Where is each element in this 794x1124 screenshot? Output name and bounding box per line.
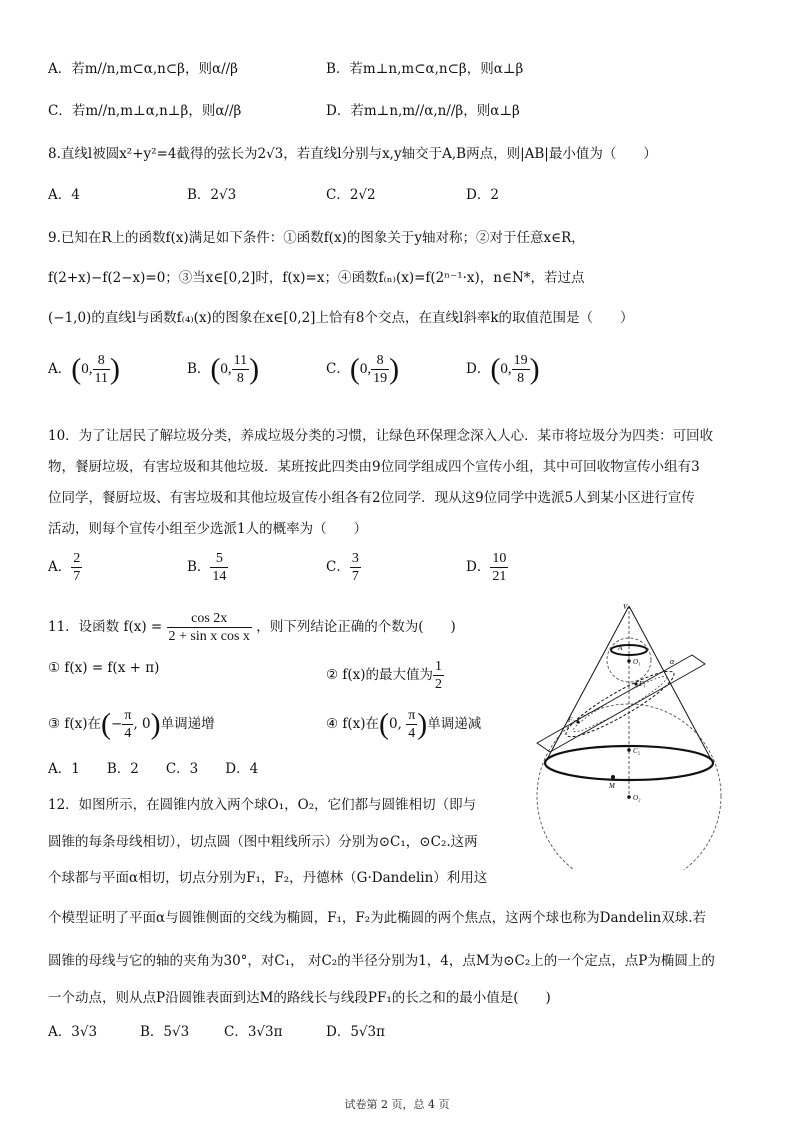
q9-line-3: (−1,0)的直线l与函数f₍₄₎(x)的图象在x∈[0,2]上恰有8个交点，在直线l斜率k的取值范围是（ ） <box>48 310 634 326</box>
q10-option-d: D． $\frac{10}{21}$ <box>466 551 507 584</box>
q11-statement-1: ① f(x) = f(x + π) <box>48 660 160 676</box>
q10-option-b: B． $\frac{5}{14}$ <box>187 551 227 584</box>
q12-line-6: 一个动点，则从点P沿圆锥表面到达M的路线长与线段PF₁的长之和的最小值是( ) <box>48 990 551 1006</box>
label-c2: C₂ <box>633 747 641 755</box>
q9-option-a: A．(0, $\frac{8}{11}$ ) <box>48 352 120 386</box>
point-m <box>611 775 615 779</box>
q7-option-d: D．若m⊥n,m//α,n//β，则α⊥β <box>326 103 520 119</box>
q10-option-c: C． $\frac{3}{7}$ <box>326 551 359 584</box>
q10-line-4: 活动，则每个宣传小组至少选派1人的概率为（ ） <box>48 521 368 537</box>
q11-statement-4: ④ f(x)在(0, $\frac{\pi}{4}$ )单调递减 <box>326 707 482 741</box>
q12-option-a: A．3√3 <box>48 1024 98 1040</box>
q9-option-d: D．(0, $\frac{19}{8}$ ) <box>466 352 540 386</box>
fraction: $\frac{\pi}{4}$ <box>408 708 416 741</box>
q8-option-b: B．2√3 <box>187 187 237 203</box>
plane-alpha <box>537 655 705 752</box>
fraction: $\frac{\cos 2x}{\text{2 + sin x cos x}}$ <box>168 611 250 644</box>
point-f1 <box>634 682 637 685</box>
fraction: $\frac{2}{7}$ <box>73 551 81 584</box>
fraction: $\frac{8}{19}$ <box>373 353 388 386</box>
q10-option-a: A． $\frac{2}{7}$ <box>48 551 81 584</box>
fraction: $\frac{5}{14}$ <box>212 551 227 584</box>
label-f2: F₂ <box>568 716 575 724</box>
q12-option-d: D．5√3π <box>326 1024 385 1040</box>
q11-statement-3: ③ f(x)在(− $\frac{\pi}{4}$ , 0)单调递增 <box>48 707 215 741</box>
q12-line-3: 个球都与平面α相切，切点分别为F₁，F₂，丹德林（G·Dandelin）利用这 <box>48 870 488 886</box>
q9-line-2: f(2+x)−f(2−x)=0；③当x∈[0,2]时，f(x)=x；④函数f₍ₙ₎(x)=f(2ⁿ⁻¹·x)，n∈N*，若过点 <box>48 270 585 286</box>
q12-line-1: 12．如图所示，在圆锥内放入两个球O₁，O₂，它们都与圆锥相切（即与 <box>48 797 477 813</box>
section-ellipse <box>560 663 679 746</box>
q12-line-2: 圆锥的每条母线相切），切点圆（图中粗线所示）分别为⊙C₁，⊙C₂.这两 <box>48 834 478 850</box>
label-a: A <box>618 644 623 652</box>
q12-line-4: 个模型证明了平面α与圆锥侧面的交线为椭圆，F₁，F₂为此椭圆的两个焦点，这两个球也称为Dandelin双球.若 <box>48 910 706 926</box>
fraction: $\frac{11}{8}$ <box>233 353 248 386</box>
fraction: $\frac{1}{2}$ <box>435 659 443 692</box>
q11-statement-2: ② f(x)的最大值为 $\frac{1}{2}$ <box>326 659 443 692</box>
section-ellipse-inner <box>570 671 671 737</box>
q7-option-b: B．若m⊥n,m⊂α,n⊂β，则α⊥β <box>326 61 524 77</box>
q9-option-c: C．(0, $\frac{8}{19}$ ) <box>326 352 400 386</box>
label-o2: O₂ <box>633 794 641 802</box>
q11-options: A．1 B．2 C．3 D．4 <box>48 761 259 777</box>
q12-option-b: B．5√3 <box>140 1024 190 1040</box>
cone-left-edge <box>545 606 629 763</box>
point-o1 <box>627 659 631 663</box>
q10-line-1: 10．为了让居民了解垃圾分类，养成垃圾分类的习惯，让绿色环保理念深入人心．某市将垃圾分为四类：可回收 <box>48 428 714 444</box>
label-v: V <box>623 603 628 611</box>
point-c2 <box>627 748 631 752</box>
point-o2 <box>627 795 631 799</box>
q7-option-a: A．若m//n,m⊂α,n⊂β，则α//β <box>48 61 238 77</box>
label-m: M <box>609 782 615 790</box>
q11-stem: 11．设函数 f(x) = $\frac{\cos 2x}{\text{2 + sin x cos x}}$ ，则下列结论正确的个数为( ) <box>48 611 456 644</box>
label-alpha: α <box>670 657 675 666</box>
q7-option-c: C．若m//n,m⊥α,n⊥β，则α//β <box>48 103 242 119</box>
q8-option-d: D．2 <box>466 187 499 203</box>
q12-option-c: C．3√3π <box>224 1024 283 1040</box>
q10-line-3: 位同学，餐厨垃圾、有害垃圾和其他垃圾宣传小组各有2位同学．现从这9位同学中选派5人到某小区进行宣传 <box>48 490 695 506</box>
q8-option-c: C．2√2 <box>326 187 376 203</box>
q9-option-b: B．(0, $\frac{11}{8}$ ) <box>187 352 260 386</box>
q8-stem: 8.直线l被圆x²+y²=4截得的弦长为2√3，若直线l分别与x,y轴交于A,B两点，则|AB|最小值为（ ） <box>48 146 657 162</box>
q8-option-a: A．4 <box>48 187 80 203</box>
fraction: $\frac{19}{8}$ <box>513 353 528 386</box>
dandelin-figure <box>512 600 742 870</box>
q10-line-2: 物，餐厨垃圾，有害垃圾和其他垃圾．某班按此四类由9位同学组成四个宣传小组，其中可回收物宣传小组有3 <box>48 459 700 475</box>
q9-line-1: 9.已知在R上的函数f(x)满足如下条件：①函数f(x)的图象关于y轴对称；②对于任意x∈R， <box>48 230 585 246</box>
fraction: $\frac{3}{7}$ <box>351 551 359 584</box>
label-f1: F₁ <box>639 680 646 688</box>
fraction: $\frac{\pi}{4}$ <box>124 708 132 741</box>
page-footer: 试卷第 2 页，总 4 页 <box>344 1098 450 1111</box>
fraction: $\frac{8}{11}$ <box>94 353 108 386</box>
fraction: $\frac{10}{21}$ <box>492 551 507 584</box>
q12-line-5: 圆锥的母线与它的轴的夹角为30°，对C₁， 对C₂的半径分别为1，4，点M为⊙C₂上的一个定点，点P为椭圆上的 <box>48 953 715 969</box>
label-o1: O₁ <box>633 658 641 666</box>
point-f2 <box>576 720 579 723</box>
